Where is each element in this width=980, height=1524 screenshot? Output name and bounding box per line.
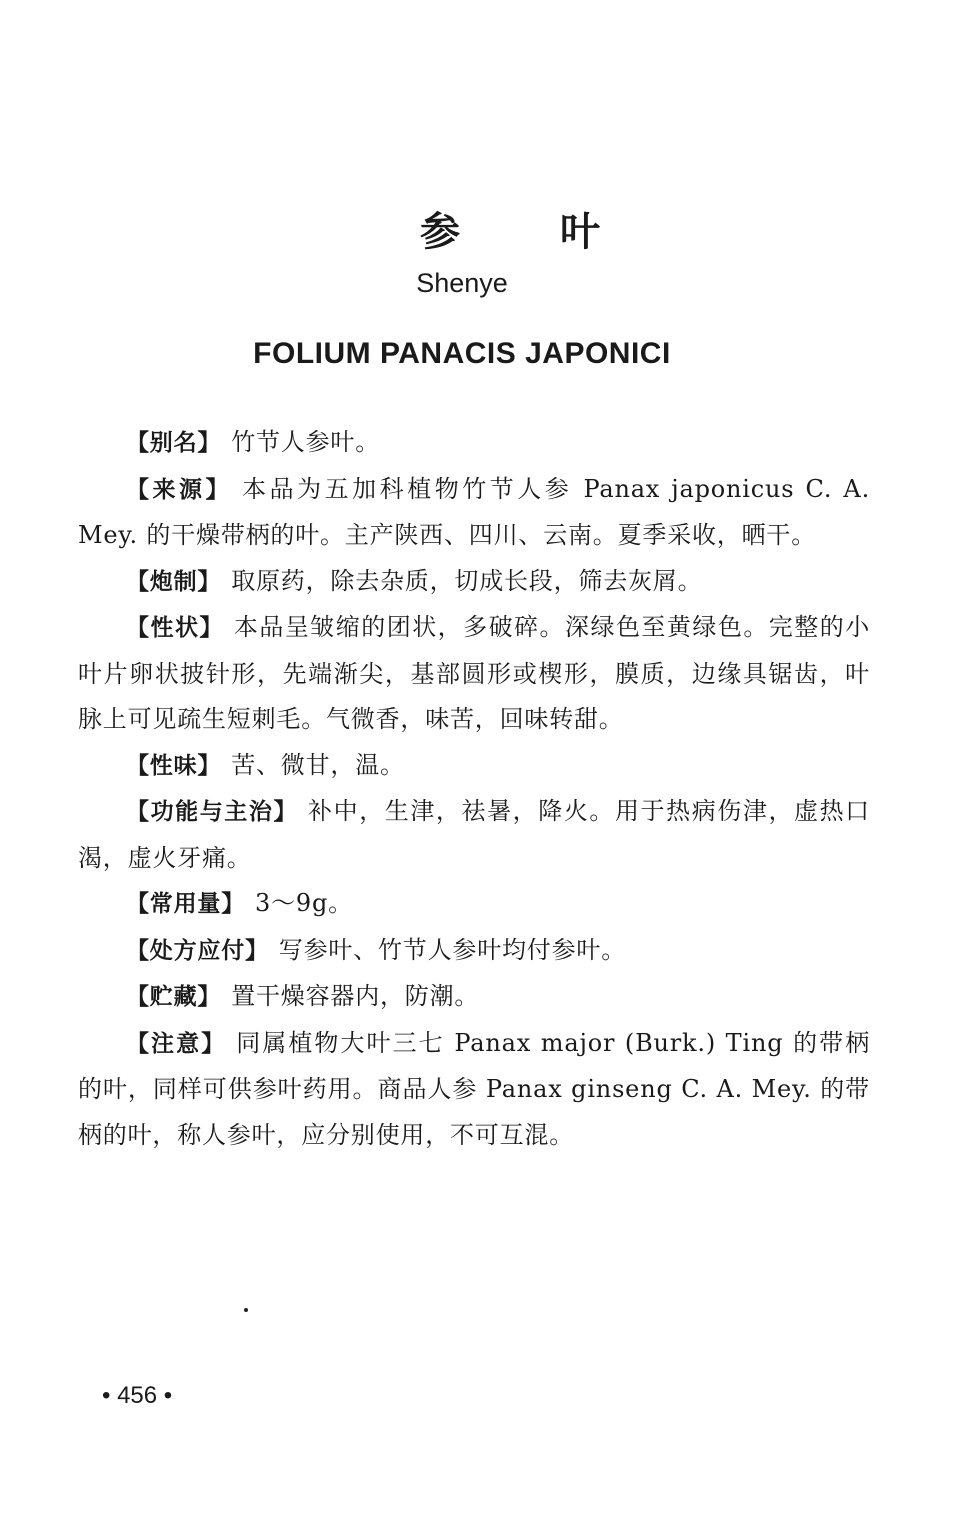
entry-storage (78, 974, 870, 1021)
entry-label: 【炮制】 (126, 568, 222, 595)
page-title-pinyin: Shenye (416, 268, 508, 298)
entry-functions (78, 789, 870, 881)
monograph-body (78, 420, 870, 1158)
entry-text: 竹节人参叶。 (231, 428, 381, 456)
entry-notes (78, 1021, 870, 1159)
entry-text: 3～9g。 (255, 889, 353, 917)
entry-text: 本品为五加科植物竹节人参 Panax japonicus C. A. Mey. 的干燥带柄的叶。主产陕西、四川、云南。夏季采收，晒干。 (78, 474, 870, 549)
entry-dosage (78, 881, 870, 928)
entry-label: 【常用量】 (126, 891, 245, 917)
entry-label: 【性状】 (126, 615, 224, 641)
entry-description (78, 605, 870, 743)
entry-text: 本品呈皱缩的团状，多破碎。深绿色至黄绿色。完整的小叶片卵状披针形，先端渐尖，基部圆形或楔形，膜质，边缘具锯齿，叶脉上可见疏生短刺毛。气微香，味苦，回味转甜。 (78, 613, 871, 733)
entry-text: 补中，生津，祛暑，降火。用于热病伤津，虚热口渴，虚火牙痛。 (78, 797, 870, 872)
entry-label: 【性味】 (126, 752, 222, 779)
page-title-chinese: 参叶 (420, 209, 700, 255)
entry-label: 【别名】 (126, 430, 222, 456)
page-number: • 456 • (102, 1382, 173, 1409)
entry-text: 取原药，除去杂质，切成长段，筛去灰屑。 (231, 566, 703, 595)
print-speck (244, 1308, 248, 1312)
entry-text: 写参叶、竹节人参叶均付参叶。 (278, 935, 627, 964)
entry-label: 【来源】 (126, 476, 233, 503)
entry-alias (78, 420, 870, 467)
entry-label: 【功能与主治】 (126, 799, 299, 825)
entry-properties (78, 743, 870, 790)
entry-text: 同属植物大叶三七 Panax major (Burk.) Ting 的带柄的叶，同样可供参叶药用。商品人参 Panax ginseng C. A. Mey. 的带柄的叶，称人参叶，应分别使用，不可互混。 (78, 1028, 870, 1149)
page-title-latin: FOLIUM PANACIS JAPONICI (253, 337, 671, 370)
entry-label: 【贮藏】 (126, 984, 222, 1010)
entry-source (78, 467, 870, 559)
entry-label: 【处方应付】 (126, 937, 269, 964)
entry-label: 【注意】 (126, 1030, 227, 1057)
entry-text: 苦、微甘，温。 (231, 750, 405, 779)
entry-text: 置干燥容器内，防潮。 (231, 982, 480, 1010)
entry-processing (78, 559, 870, 606)
entry-prescription (78, 928, 870, 975)
